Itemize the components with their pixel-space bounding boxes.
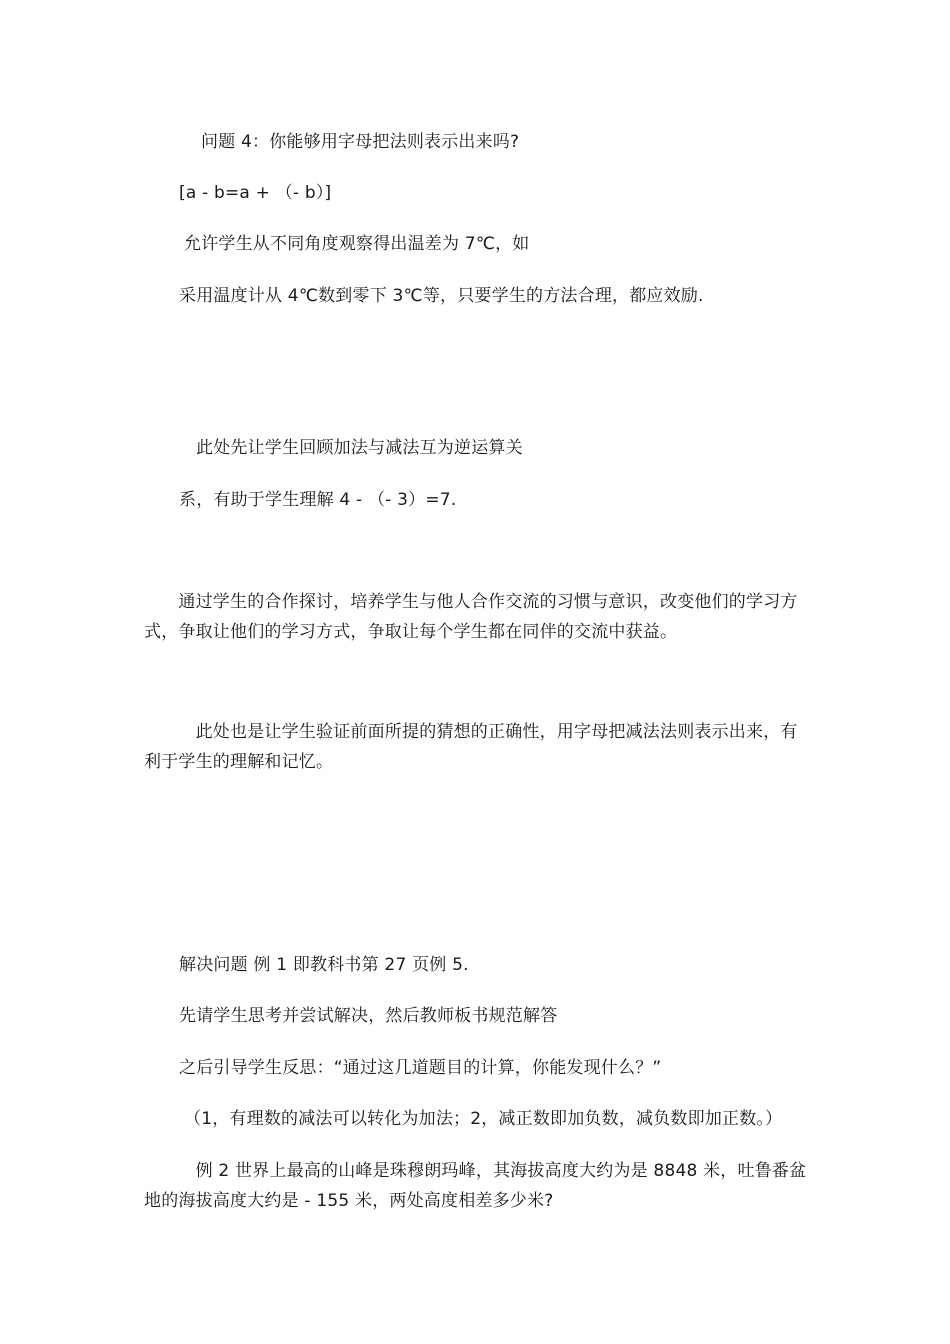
- formula-paragraph: [a - b=a + （- b）]: [179, 183, 332, 203]
- temperature-note-line-2: 采用温度计从 4℃数到零下 3℃等，只要学生的方法合理，都应效励.: [179, 286, 704, 306]
- question-4-paragraph: 问题 4：你能够用字母把法则表示出来吗?: [201, 132, 520, 152]
- student-attempt-paragraph: 先请学生思考并尝试解决，然后教师板书规范解答: [179, 1006, 558, 1026]
- reflection-prompt-paragraph: 之后引导学生反思：“通过这几道题目的计算，你能发现什么？”: [179, 1058, 662, 1078]
- temperature-note-line-1: 允许学生从不同角度观察得出温差为 7℃，如: [184, 234, 530, 254]
- inverse-operation-note-line-2: 系，有助于学生理解 4 - （- 3）=7.: [179, 490, 457, 510]
- example-2-paragraph: 例 2 世界上最高的山峰是珠穆朗玛峰，其海拔高度大约为是 8848 米，吐鲁番盆地的海拔高度大约是 - 155 米，两处高度相差多少米?: [144, 1161, 807, 1211]
- conclusion-paragraph: （1，有理数的减法可以转化为加法；2，减正数即加负数，减负数即加正数。）: [184, 1109, 783, 1129]
- example-1-heading: 解决问题 例 1 即教科书第 27 页例 5.: [179, 955, 469, 975]
- cooperation-paragraph: 通过学生的合作探讨，培养学生与他人合作交流的习惯与意识，改变他们的学习方式，争取让他们的学习方式，争取让每个学生都在同伴的交流中获益。: [144, 592, 798, 642]
- verification-paragraph: 此处也是让学生验证前面所提的猜想的正确性，用字母把减法法则表示出来，有利于学生的理解和记忆。: [144, 722, 798, 772]
- inverse-operation-note-line-1: 此处先让学生回顾加法与减法互为逆运算关: [196, 438, 523, 458]
